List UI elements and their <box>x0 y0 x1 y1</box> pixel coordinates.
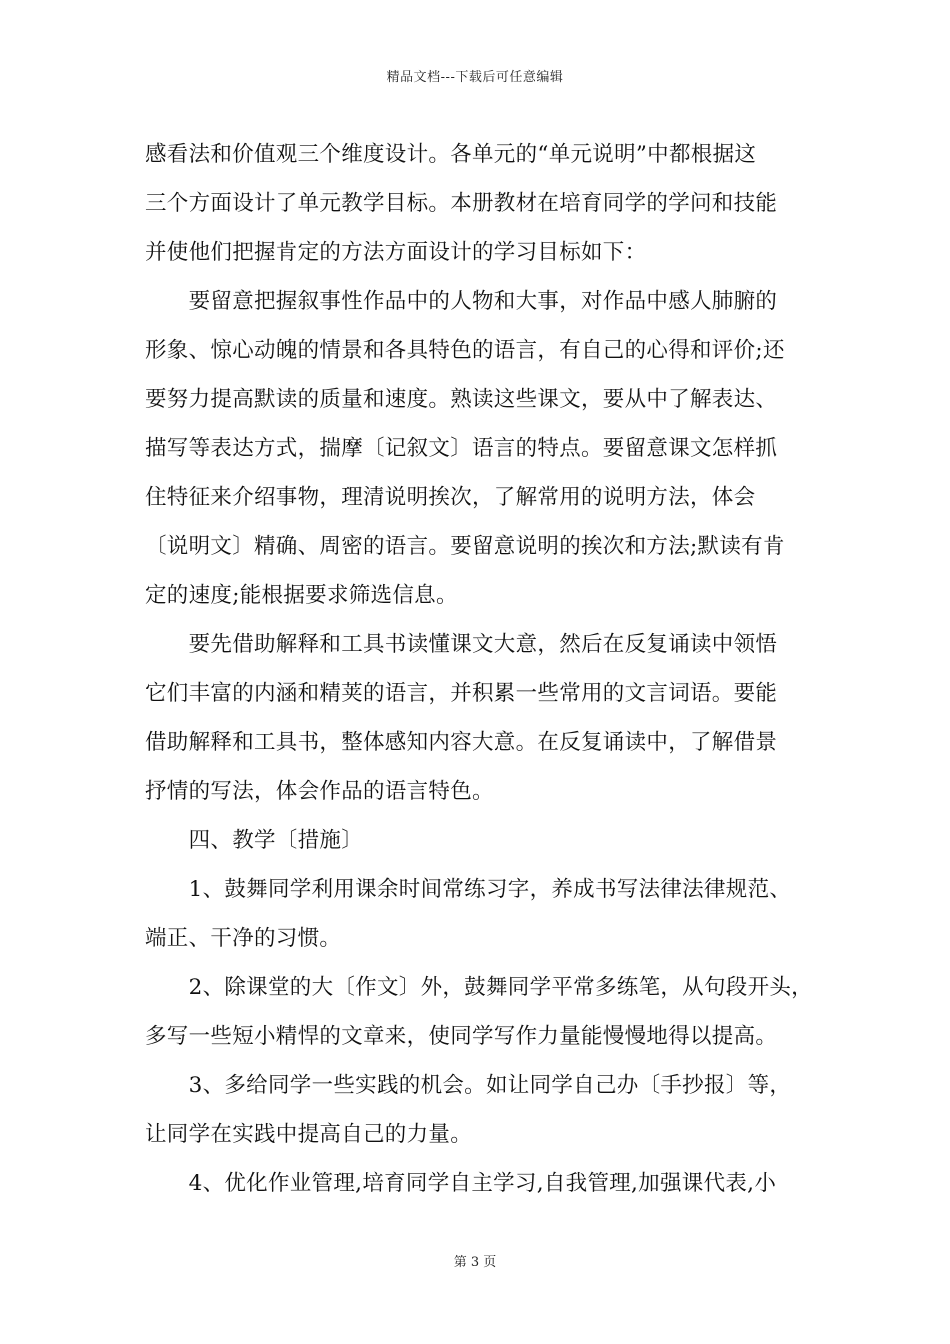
body-line: 1、鼓舞同学利用课余时间常练习字，养成书写法律法律规范、 <box>145 877 792 902</box>
document-body <box>145 130 811 1208</box>
body-line: 定的速度;能根据要求筛选信息。 <box>145 583 458 608</box>
body-line: 并使他们把握肯定的方法方面设计的学习目标如下： <box>145 240 647 265</box>
body-line: 抒情的写法，体会作品的语言特色。 <box>145 779 494 804</box>
body-line: 三个方面设计了单元教学目标。本册教材在培育同学的学问和技能 <box>145 191 778 216</box>
body-line: 让同学在实践中提高自己的力量。 <box>145 1122 473 1147</box>
body-line: 〔说明文〕精确、周密的语言。要留意说明的挨次和方法;默读有肯 <box>145 534 785 559</box>
body-line: 感看法和价值观三个维度设计。各单元的“单元说明”中都根据这 <box>145 142 757 167</box>
body-line: 4、优化作业管理,培育同学自主学习,自我管理,加强课代表,小 <box>145 1171 777 1196</box>
body-line: 多写一些短小精悍的文章来，使同学写作力量能慢慢地得以提高。 <box>145 1024 778 1049</box>
page-header: 精品文档---下载后可任意编辑 <box>386 70 564 85</box>
section-heading: 四、教学〔措施〕 <box>145 828 364 853</box>
body-line: 住特征来介绍事物，理清说明挨次，了解常用的说明方法，体会 <box>145 485 756 510</box>
body-line: 借助解释和工具书，整体感知内容大意。在反复诵读中，了解借景 <box>145 730 778 755</box>
body-line: 要留意把握叙事性作品中的人物和大事，对作品中感人肺腑的 <box>145 289 778 314</box>
body-line: 3、多给同学一些实践的机会。如让同学自己办〔手抄报〕等， <box>145 1073 792 1098</box>
body-line: 形象、惊心动魄的情景和各具特色的语言，有自己的心得和评价;还 <box>145 338 785 363</box>
body-line: 它们丰富的内涵和精荚的语言，并积累一些常用的文言词语。要能 <box>145 681 778 706</box>
body-line: 要努力提高默读的质量和速度。熟读这些课文，要从中了解表达、 <box>145 387 778 412</box>
body-line: 2、除课堂的大〔作文〕外，鼓舞同学平常多练笔，从句段开头， <box>145 975 813 1000</box>
page-number: 第 3 页 <box>453 1255 497 1270</box>
body-line: 端正、干净的习惯。 <box>145 926 342 951</box>
body-line: 要先借助解释和工具书读懂课文大意，然后在反复诵读中领悟 <box>145 632 778 657</box>
body-line: 描写等表达方式，揣摩〔记叙文〕语言的特点。要留意课文怎样抓 <box>145 436 778 461</box>
